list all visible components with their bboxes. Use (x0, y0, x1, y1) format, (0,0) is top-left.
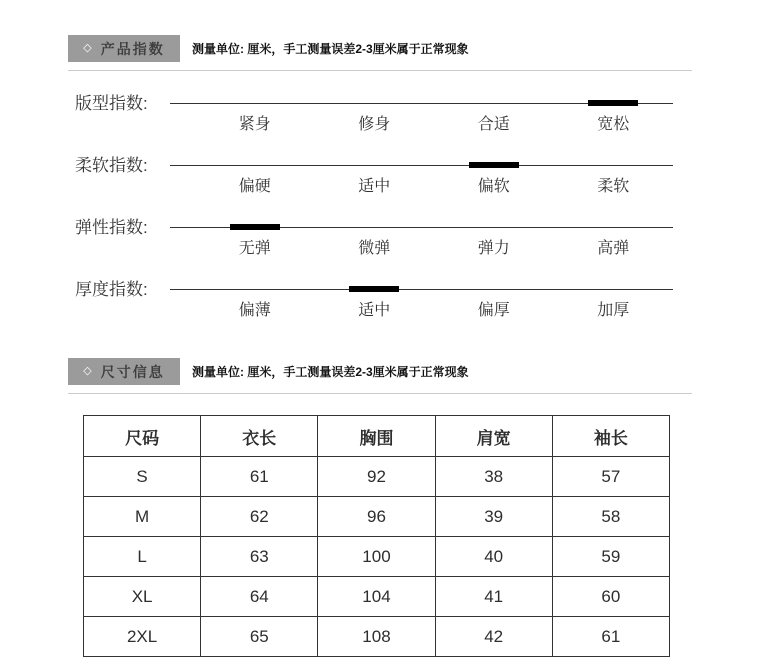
index-rows (0, 71, 758, 336)
option-label: 偏软 (434, 176, 554, 198)
table-header-cell: 胸围 (318, 416, 435, 457)
table-cell: 96 (318, 497, 435, 537)
measurement-note: 测量单位: 厘米，手工测量误差2-3厘米属于正常现象 (192, 365, 469, 379)
table-row (84, 457, 670, 497)
table-cell: 57 (552, 457, 669, 497)
option-labels (170, 212, 673, 260)
option-label: 偏硬 (238, 178, 271, 195)
size-info-title: 尺寸信息 (100, 363, 165, 380)
track-line (170, 289, 673, 290)
option-label: 微弹 (358, 240, 391, 257)
table-cell: 2XL (84, 617, 201, 657)
option-label: 偏薄 (238, 302, 271, 319)
table-cell: 38 (435, 457, 552, 497)
table-cell: 42 (435, 617, 552, 657)
table-row (84, 617, 670, 657)
table-cell: 59 (552, 537, 669, 577)
size-table-body (84, 457, 670, 657)
index-track (170, 88, 673, 136)
table-cell: 61 (552, 617, 669, 657)
option-labels (170, 274, 673, 322)
table-cell: 65 (201, 617, 318, 657)
active-level-marker (588, 100, 638, 106)
size-info-title-box (68, 358, 180, 385)
diamond-icon: ◇ (83, 365, 92, 377)
index-row (75, 274, 673, 336)
option-label: 柔软 (597, 178, 630, 195)
option-labels (170, 150, 673, 198)
table-cell: 58 (552, 497, 669, 537)
option-label: 紧身 (238, 116, 271, 133)
index-track (170, 274, 673, 322)
table-cell: 61 (201, 457, 318, 497)
index-row (75, 212, 673, 274)
index-row-label: 厚度指数: (75, 280, 148, 299)
option-label: 弹力 (477, 240, 510, 257)
table-cell: XL (84, 577, 201, 617)
table-cell: L (84, 537, 201, 577)
table-header-cell: 袖长 (552, 416, 669, 457)
option-label: 高弹 (597, 240, 630, 257)
table-cell: 92 (318, 457, 435, 497)
option-label: 无弹 (195, 238, 315, 260)
table-header-cell: 尺码 (84, 416, 201, 457)
option-labels (170, 88, 673, 136)
option-label: 宽松 (554, 114, 674, 136)
index-track (170, 150, 673, 198)
table-cell: 63 (201, 537, 318, 577)
index-row-label: 柔软指数: (75, 156, 148, 175)
diamond-icon: ◇ (83, 42, 92, 54)
product-index-header (68, 0, 692, 62)
table-cell: 108 (318, 617, 435, 657)
table-header-cell: 衣长 (201, 416, 318, 457)
option-label: 偏厚 (477, 302, 510, 319)
active-level-marker (349, 286, 399, 292)
option-label: 适中 (315, 300, 435, 322)
measurement-note: 测量单位: 厘米，手工测量误差2-3厘米属于正常现象 (192, 42, 469, 56)
index-row (75, 150, 673, 212)
table-row (84, 497, 670, 537)
option-label: 加厚 (597, 302, 630, 319)
table-cell: 104 (318, 577, 435, 617)
active-level-marker (230, 224, 280, 230)
table-row (84, 577, 670, 617)
section-divider (68, 393, 692, 394)
size-table (83, 415, 670, 657)
size-table-head-row (84, 416, 670, 457)
size-info-section (0, 358, 758, 657)
table-cell: 41 (435, 577, 552, 617)
table-cell: M (84, 497, 201, 537)
option-label: 适中 (358, 178, 391, 195)
product-index-title-box (68, 35, 180, 62)
option-label: 合适 (477, 116, 510, 133)
index-row-label: 弹性指数: (75, 218, 148, 237)
table-cell: 40 (435, 537, 552, 577)
index-track (170, 212, 673, 260)
table-row (84, 537, 670, 577)
size-info-header (68, 358, 692, 385)
index-row (75, 88, 673, 150)
table-cell: 64 (201, 577, 318, 617)
table-cell: 100 (318, 537, 435, 577)
table-cell: 62 (201, 497, 318, 537)
table-cell: 39 (435, 497, 552, 537)
product-index-title: 产品指数 (100, 40, 165, 57)
active-level-marker (469, 162, 519, 168)
table-cell: 60 (552, 577, 669, 617)
track-line (170, 165, 673, 166)
table-header-cell: 肩宽 (435, 416, 552, 457)
index-row-label: 版型指数: (75, 94, 148, 113)
option-label: 修身 (358, 116, 391, 133)
table-cell: S (84, 457, 201, 497)
